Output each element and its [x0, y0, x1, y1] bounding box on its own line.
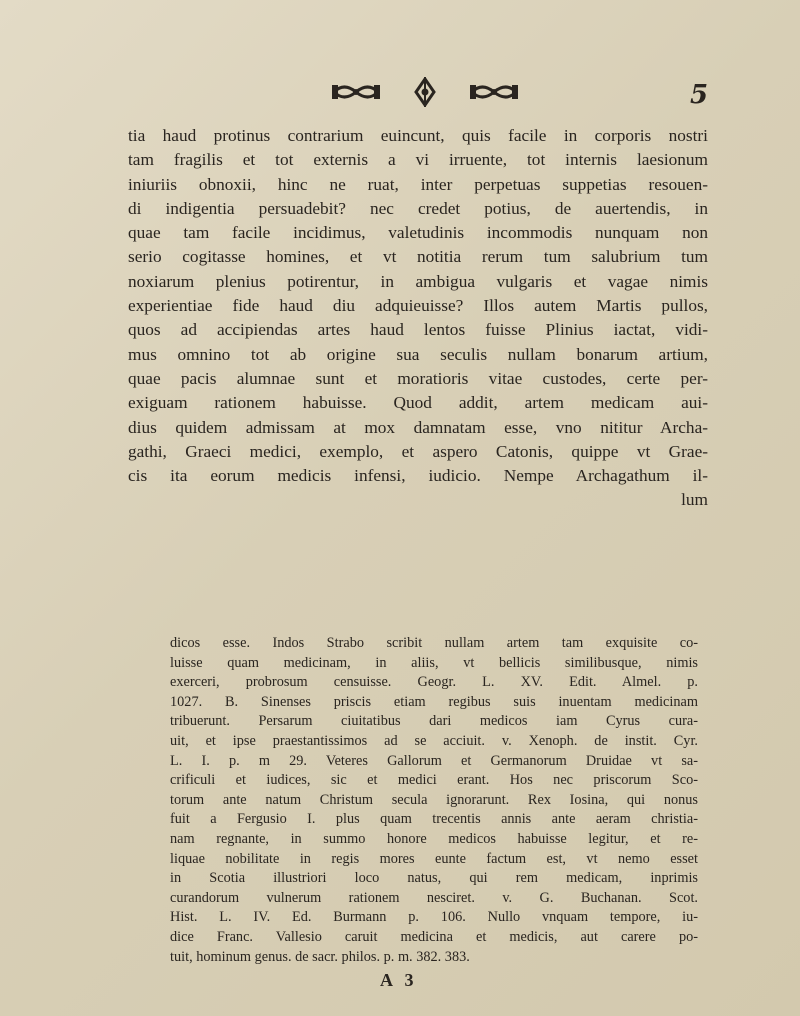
footnote-line: Hist. L. IV. Ed. Burmann p. 106. Nullo vnquam tempore, iu-	[170, 909, 698, 926]
right-fleuron-icon	[468, 80, 520, 104]
footnote-line: torum ante natum Christum secula ignorarunt. Rex Iosina, qui nonus	[170, 791, 698, 808]
center-flower-icon	[412, 77, 438, 107]
text-line: experientiae fide haud diu adquieuisse? Illos autem Martis pullos,	[128, 296, 708, 316]
left-fleuron-icon	[330, 80, 382, 104]
footnote-line: curandorum vulnerum rationem nesciret. v. G. Buchanan. Scot.	[170, 889, 698, 906]
text-line: tam fragilis et tot externis a vi irruente, tot internis laesionum	[128, 150, 708, 170]
footnote-line: uit, et ipse praestantissimos ad se acciuit. v. Xenoph. de instit. Cyr.	[170, 732, 698, 749]
signature-mark: A 3	[380, 970, 418, 990]
text-line: noxiarum plenius potirentur, in ambigua vulgaris et vagae nimis	[128, 271, 708, 291]
text-line: iniuriis obnoxii, hinc ne ruat, inter perpetuas suppetias resouen-	[128, 174, 708, 194]
footnote-line: tuit, hominum genus. de sacr. philos. p. m. 382. 383.	[170, 948, 470, 965]
text-line: serio cogitasse homines, et vt notitia rerum tum salubrium tum	[128, 247, 708, 267]
footnote-line: exerceri, probrosum censuisse. Geogr. L. XV. Edit. Almel. p.	[170, 674, 698, 691]
footnote-line: luisse quam medicinam, in aliis, vt bellicis similibusque, nimis	[170, 654, 698, 671]
footnote-line: dice Franc. Vallesio caruit medicina et medicis, aut carere po-	[170, 928, 698, 945]
footnote-line: dicos esse. Indos Strabo scribit nullam artem tam exquisite co-	[170, 635, 698, 651]
footnote-line: fuit a Fergusio I. plus quam trecentis annis ante aeram christia-	[170, 811, 698, 828]
text-line: exiguam rationem habuisse. Quod addit, artem medicam aui-	[128, 393, 708, 413]
text-line: mus omnino tot ab origine sua seculis nullam bonarum artium,	[128, 344, 708, 364]
text-line: di indigentia persuadebit? nec credet potius, de auertendis, in	[128, 198, 708, 218]
page-number: 5	[690, 80, 709, 110]
footnote-line: crificuli et iudices, sic et medici erant. Hos nec priscorum Sco-	[170, 772, 698, 789]
footnote-line: liquae nobilitate in regis mores eunte factum est, vt nemo esset	[170, 850, 698, 867]
text-line: tia haud protinus contrarium euincunt, quis facile in corporis nostri	[128, 126, 708, 145]
text-line: quae pacis alumnae sunt et moratioris vitae custodes, certe per-	[128, 368, 708, 388]
main-text	[128, 124, 708, 513]
header-ornament	[330, 76, 520, 108]
footnote-line: nam regnante, in summo honore medicos habuisse legitur, et re-	[170, 830, 698, 847]
footnote-line: 1027. B. Sinenses priscis etiam regibus suis inuentam medicinam	[170, 693, 698, 710]
footnote-line: tribuerunt. Persarum ciuitatibus dari medicos iam Cyrus cura-	[170, 713, 698, 730]
text-line: dius quidem admissam at mox damnatam esse, vno nititur Archa-	[128, 417, 708, 437]
text-line: quos ad accipiendas artes haud lentos fuisse Plinius iactat, vidi-	[128, 320, 708, 340]
text-line: gathi, Graeci medici, exemplo, et aspero Catonis, quippe vt Grae-	[128, 441, 708, 461]
text-line: cis ita eorum medicis infensi, iudicio. Nempe Archagathum il-	[128, 466, 708, 486]
footnote-line: in Scotia illustriori loco natus, qui rem medicam, inprimis	[170, 870, 698, 887]
footnote-text	[170, 634, 698, 967]
catchword: lum	[681, 490, 708, 510]
text-line: quae tam facile incidimus, valetudinis incommodis nunquam non	[128, 223, 708, 243]
footnote-line: L. I. p. m 29. Veteres Gallorum et Germanorum Druidae vt sa-	[170, 752, 698, 769]
